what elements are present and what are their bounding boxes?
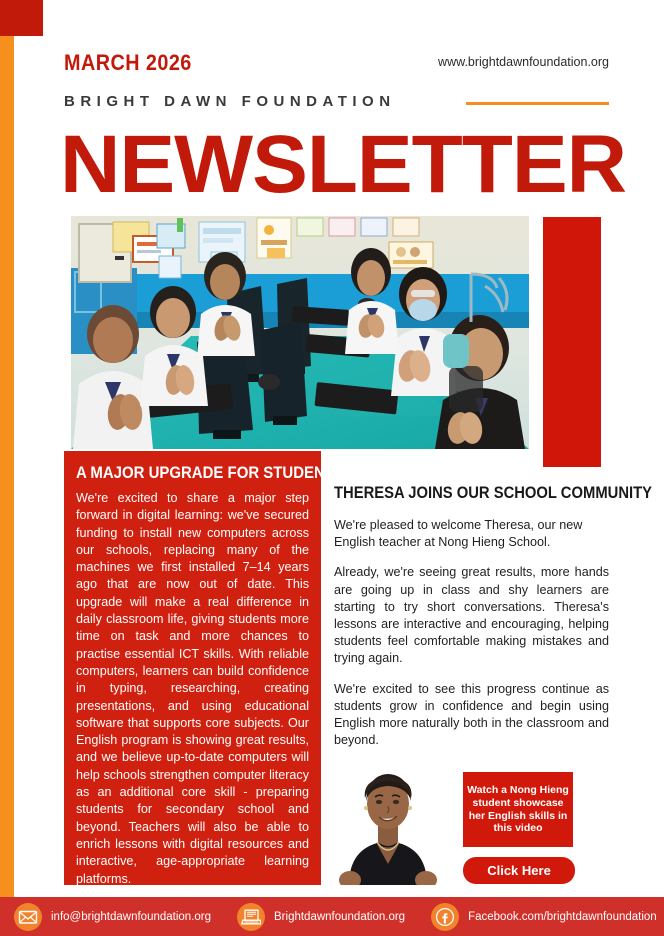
header: [64, 50, 609, 113]
article-right-paragraph-1: We're pleased to welcome Theresa, our new English teacher at Nong Hieng School.: [334, 518, 583, 550]
footer-contact-bar: [0, 897, 664, 936]
video-callout-text: Watch a Nong Hieng student showcase her English skills in this video: [467, 783, 569, 835]
organization-row: [64, 93, 609, 113]
footer-website-label: Brightdawnfoundation.org: [274, 910, 406, 923]
envelope-icon: [14, 903, 42, 931]
footer-email-label: info@brightdawnfoundation.org: [51, 910, 212, 923]
issue-date: MARCH 2026: [64, 50, 192, 75]
article-right-heading: THERESA JOINS OUR SCHOOL COMMUNITY: [334, 483, 653, 502]
article-right-paragraph-3: We're excited to see this progress continue as students grow in confidence and begin using English more naturally both in the classroom and beyond.: [334, 681, 609, 748]
click-here-button[interactable]: Click Here: [463, 857, 575, 884]
left-orange-stripe: [0, 36, 14, 897]
article-right-paragraph-2: Already, we're seeing great results, more hands are going up in class and shy learners are starting to try short conversations. Theresa's lessons are interactive and encouraging, helping students feel comfortable making mistakes and trying again.: [334, 565, 609, 666]
footer-item-website[interactable]: [237, 897, 405, 936]
hero-photo: [71, 216, 529, 449]
organization-name: BRIGHT DAWN FOUNDATION: [64, 93, 396, 110]
header-top-row: [64, 50, 609, 76]
video-callout[interactable]: [463, 772, 573, 847]
orange-rule-divider: [466, 102, 609, 105]
computer-icon: [237, 903, 265, 931]
article-left: [64, 451, 344, 886]
website-url[interactable]: www.brightdawnfoundation.org: [438, 55, 609, 69]
article-left-body: We're excited to share a major step forward in digital learning: we've secured funding to install new computers across our schools, replacing many of the machines we first installed 7–14 years ago that are now out of date. This upgrade will make a real difference in daily classroom life, giving students more time on task and more chances to practise essential ICT skills. With reliable computers, learners can build confidence in typing, researching, creating presentations, and using educational software that supports core subjects. Our English program is showing great results, and we believe up-to-date computers will help schools strengthen computer literacy as an additional core skill - preparing students for secondary school and beyond. Teachers will also be able to enrich lessons with digital resources and interactive, age-appropriate learning platforms.: [76, 491, 309, 886]
footer-item-email[interactable]: [14, 897, 211, 936]
article-right: [334, 483, 653, 762]
footer-item-facebook[interactable]: [431, 897, 657, 936]
footer-facebook-label: Facebook.com/brightdawnfoundation: [468, 910, 657, 923]
teacher-portrait-photo: [333, 768, 443, 885]
article-left-heading: A MAJOR UPGRADE FOR STUDENTS: [76, 463, 344, 482]
page-title: NEWSLETTER: [60, 119, 626, 210]
hero-accent-bar: [543, 217, 601, 467]
corner-red-block: [0, 0, 43, 36]
facebook-icon: [431, 903, 459, 931]
